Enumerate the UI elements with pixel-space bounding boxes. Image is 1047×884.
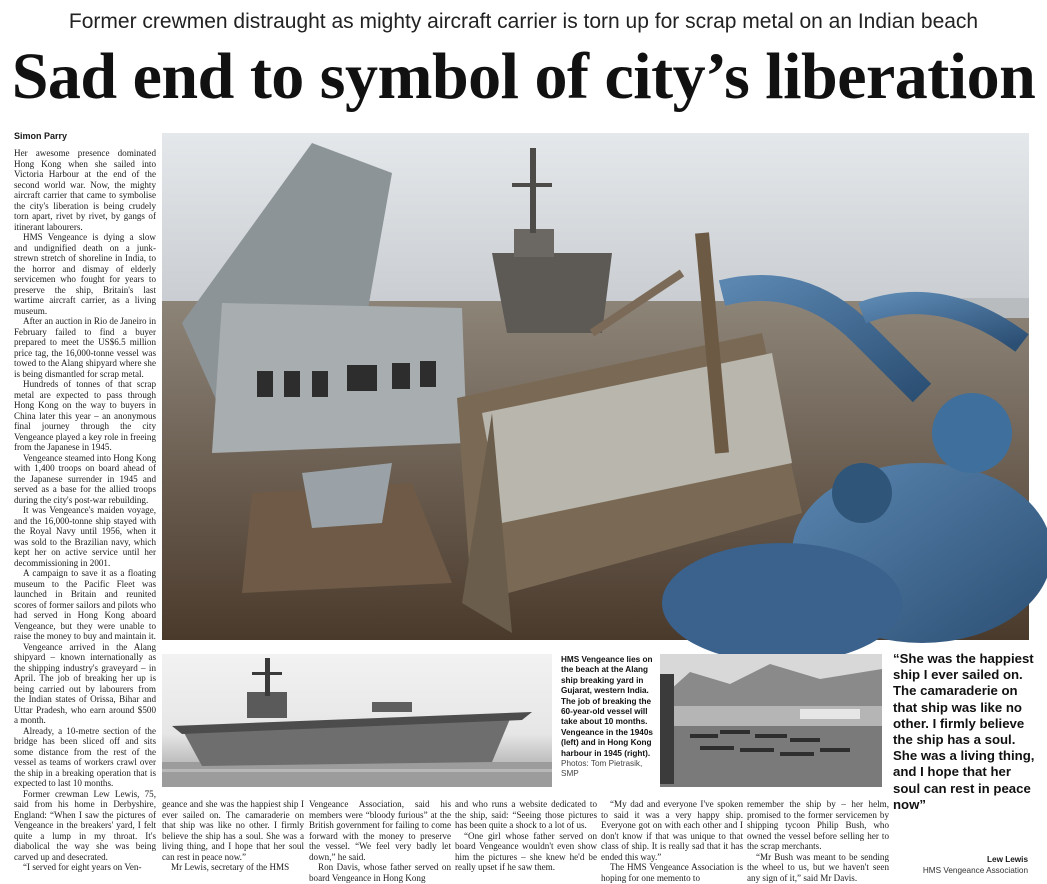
article-column-2 bbox=[162, 799, 304, 879]
paragraph: Her awesome presence dominated Hong Kong when she sailed into Victoria Harbour at the end of the second world war. Now, the mighty aircraft carrier that came to symbolise the city's liberation is being crudely torn apart, rivet by rivet, by gangs of itinerant labourers. bbox=[14, 148, 156, 232]
byline: Simon Parry bbox=[14, 131, 68, 141]
paragraph: HMS Vengeance is dying a slow and undignified death on a junk-strewn stretch of shoreline in India, to the horror and dismay of elderly servicemen who fought for years to preserve the ship, Britain's last wartime aircraft carrier, as a living museum. bbox=[14, 232, 156, 316]
article-column-3 bbox=[309, 799, 451, 883]
pull-quote: “She was the happiest ship I ever sailed on. The camaraderie on that ship was like no other. I firmly believe the ship has a soul. She was a living thing, and I hope that her soul can rest in peace now” bbox=[893, 651, 1035, 812]
paragraph: geance and she was the happiest ship I ever sailed on. The camaraderie on that ship was like no other. I firmly believe the ship has a soul. She was a living thing, and I hope that her soul can rest in peace now.” bbox=[162, 799, 304, 862]
paragraph: The HMS Vengeance Association is hoping for one memento to bbox=[601, 862, 743, 883]
paragraph: “One girl whose father served on board Vengeance wouldn't even show him the pictures – she knew he'd be really upset if he saw them. bbox=[455, 830, 597, 872]
quote-attribution-name: Lew Lewis bbox=[987, 855, 1028, 864]
main-photo-scrapyard bbox=[162, 133, 1029, 640]
photo-hong-kong-harbour-1945 bbox=[660, 654, 882, 787]
photo-credit: Photos: Tom Pietrasik, SMP bbox=[561, 759, 643, 779]
paragraph: “Mr Bush was meant to be sending the wheel to us, but we haven't seen any sign of it,” said Mr Davis. bbox=[747, 851, 889, 883]
caption-text: HMS Vengeance lies on the beach at the Alang ship breaking yard in Gujarat, western India. The job of breaking the 60-year-old vessel will take about 10 months. Vengeance in the 1940s (left) and in Hong Kong harbour in 1945 (right). bbox=[561, 655, 653, 758]
paragraph: and who runs a website dedicated to the ship, said: “Seeing those pictures has been quite a shock to a lot of us. bbox=[455, 799, 597, 830]
paragraph: Already, a 10-metre section of the bridge has been sliced off and sits some distance from the rest of the vessel as teams of workers crawl over the ship in a breaking operation that is expected to last 10 months. bbox=[14, 725, 156, 788]
paragraph: A campaign to save it as a floating museum to the Pacific Fleet was launched in Britain and reunited scores of former sailors and pilots who had served in Hong Kong aboard Vengeance, but they were unable to raise the money to buy and maintain it. bbox=[14, 568, 156, 641]
paragraph: Vengeance Association, said his members were “bloody furious” at the British government for failing to come forward with the money to preserve the vessel. “We feel very badly let down,” he said. bbox=[309, 799, 451, 862]
paragraph: Vengeance arrived in the Alang shipyard – known internationally as the shipping industry's graveyard – in April. The job of breaking her up is being carried out by labourers from the Indian states of Orissa, Bihar and Uttar Pradesh, who earn around $500 a month. bbox=[14, 641, 156, 725]
kicker: Former crewmen distraught as mighty aircraft carrier is torn up for scrap metal on an Indian beach bbox=[68, 10, 979, 33]
article-column-6 bbox=[747, 799, 889, 883]
paragraph: Vengeance steamed into Hong Kong with 1,400 troops on board ahead of the Japanese surrender in 1945 and served as a base for the allied troops during the city's post-war rebuilding. bbox=[14, 452, 156, 505]
headline: Sad end to symbol of city’s liberation bbox=[11, 40, 1036, 113]
paragraph: Hundreds of tonnes of that scrap metal are expected to pass through Hong Kong on the way to buyers in China later this year – an anonymous final journey through the city Vengeance played a key role in freeing from the Japanese in 1945. bbox=[14, 379, 156, 452]
article-column-5 bbox=[601, 799, 743, 883]
article-left-column bbox=[14, 148, 156, 872]
paragraph: Former crewman Lew Lewis, 75, said from his home in Derbyshire, England: “When I saw the pictures of Vengeance in the breakers' yard, I felt quite a lump in my throat. It's diabolical the way she was being carved up and desecrated. bbox=[14, 788, 156, 862]
paragraph: Ron Davis, whose father served on board Vengeance in Hong Kong bbox=[309, 862, 451, 883]
quote-attribution-org: HMS Vengeance Association bbox=[922, 866, 1028, 875]
paragraph: “My dad and everyone I've spoken to said it was a very happy ship. Everyone got on with each other and I don't know if that was unique to that class of ship. It is really sad that it has ended this way.” bbox=[601, 799, 743, 862]
photo-caption bbox=[561, 655, 656, 780]
photo-vengeance-1940s bbox=[162, 654, 552, 787]
paragraph: Mr Lewis, secretary of the HMS bbox=[171, 862, 290, 872]
paragraph: It was Vengeance's maiden voyage, and the 16,000-tonne ship stayed with the Royal Navy until 1956, when it was sold to the Brazilian navy, which kept her on active service until her decommissioning in 2001. bbox=[14, 505, 156, 568]
paragraph: remember the ship by – her helm, promised to the former servicemen by shipping tycoon Philip Bush, who owned the vessel before selling her to the scrap merchants. bbox=[747, 799, 889, 851]
paragraph: After an auction in Rio de Janeiro in February failed to find a buyer prepared to meet the US$6.5 million price tag, the 16,000-tonne vessel was towed to the Alang shipyard where she is being dismantled for scrap metal. bbox=[14, 316, 156, 379]
article-column-4 bbox=[455, 799, 597, 879]
paragraph: “I served for eight years on Ven- bbox=[23, 862, 142, 872]
